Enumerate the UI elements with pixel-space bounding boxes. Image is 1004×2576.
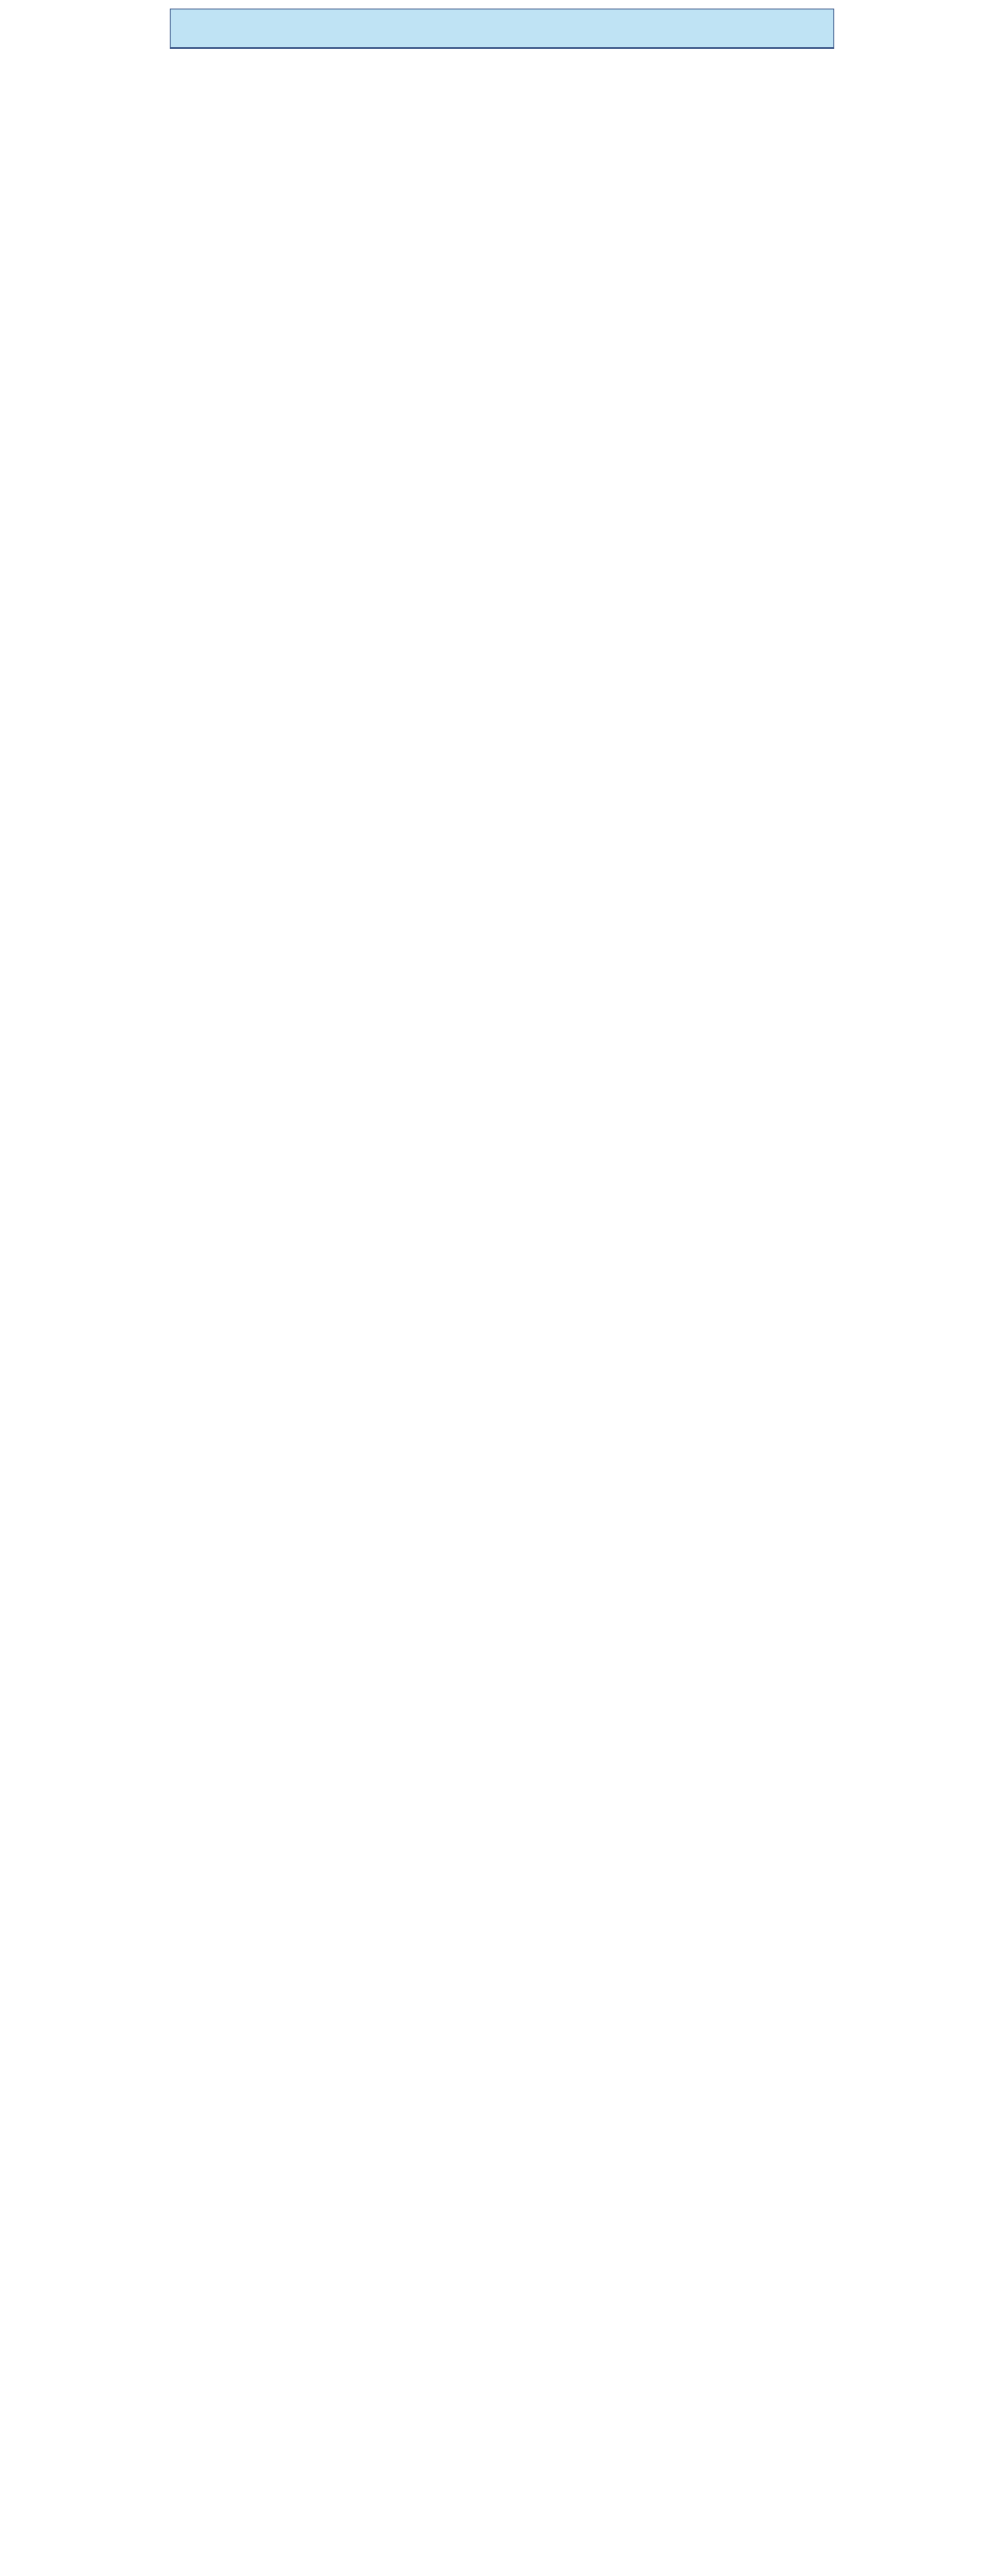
special-column-panel [170, 9, 834, 49]
document-page [0, 0, 1004, 66]
panel-title [171, 9, 833, 48]
